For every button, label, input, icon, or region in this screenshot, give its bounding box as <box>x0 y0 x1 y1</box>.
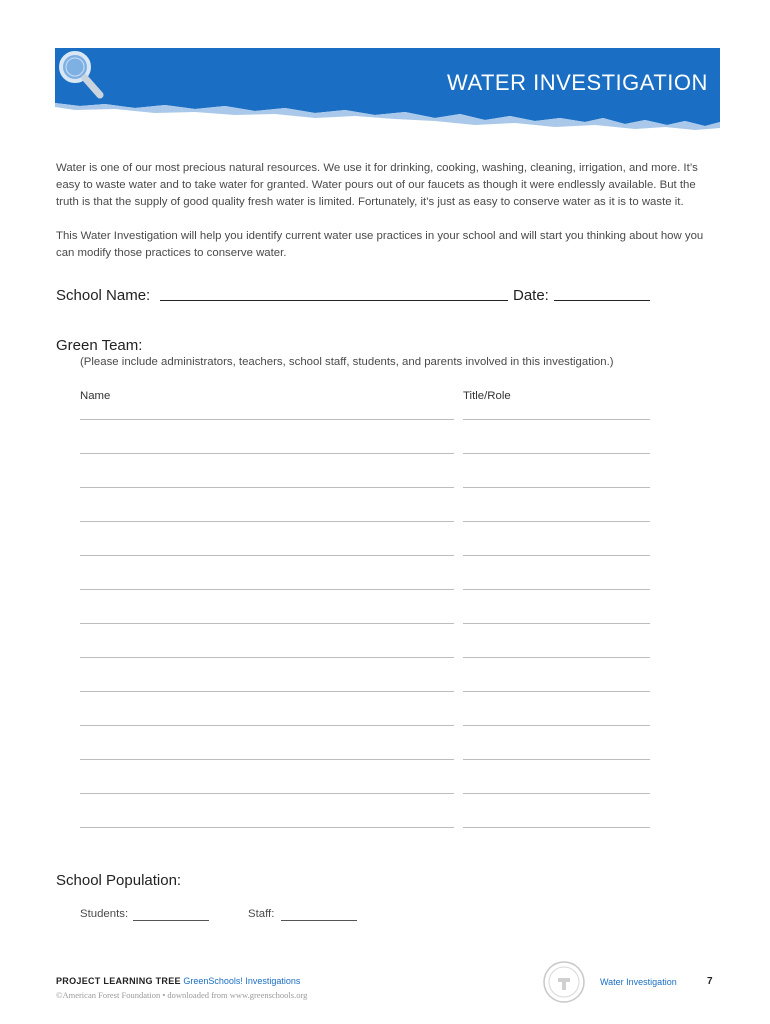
green-team-note: (Please include administrators, teachers, school staff, students, and parents involved in this investigation.) <box>80 356 614 368</box>
page-number: 7 <box>707 976 713 987</box>
footer-copyright: ©American Forest Foundation • downloaded from www.greenschools.org <box>56 990 308 1000</box>
name-line[interactable] <box>80 521 454 522</box>
role-line[interactable] <box>463 487 650 488</box>
name-line[interactable] <box>80 555 454 556</box>
school-population-heading: School Population: <box>56 872 182 889</box>
role-column-header: Title/Role <box>463 390 511 402</box>
role-line[interactable] <box>463 759 650 760</box>
name-line[interactable] <box>80 419 454 420</box>
name-line[interactable] <box>80 725 454 726</box>
staff-label: Staff: <box>248 908 275 920</box>
green-team-heading: Green Team: <box>56 337 143 354</box>
footer-branding <box>56 976 300 986</box>
role-line[interactable] <box>463 827 650 828</box>
name-line[interactable] <box>80 759 454 760</box>
name-column-header: Name <box>80 390 111 402</box>
role-line[interactable] <box>463 623 650 624</box>
role-line[interactable] <box>463 521 650 522</box>
date-label: Date: <box>513 287 549 304</box>
seal-icon <box>542 960 586 1004</box>
name-line[interactable] <box>80 827 454 828</box>
role-line[interactable] <box>463 555 650 556</box>
name-line[interactable] <box>80 487 454 488</box>
name-line[interactable] <box>80 657 454 658</box>
students-label: Students: <box>80 908 129 920</box>
date-field[interactable] <box>554 300 650 301</box>
role-line[interactable] <box>463 793 650 794</box>
intro-paragraph: Water is one of our most precious natural resources. We use it for drinking, cooking, washing, cleaning, irrigation, and more. It’s easy to waste water and to take water for granted. Water pours out of our faucets as though it were endlessly available. But the truth is that the supply of good quality fresh water is limited. Fortunately, it’s just as easy to conserve water as it is to waste it. <box>56 162 698 208</box>
students-field[interactable] <box>133 920 209 921</box>
footer-org: PROJECT LEARNING TREE <box>56 976 181 986</box>
role-line[interactable] <box>463 589 650 590</box>
role-line[interactable] <box>463 691 650 692</box>
name-line[interactable] <box>80 691 454 692</box>
magnifying-glass-icon <box>55 48 105 100</box>
name-line[interactable] <box>80 589 454 590</box>
school-name-label: School Name: <box>56 287 151 304</box>
title-banner <box>55 48 720 128</box>
name-line[interactable] <box>80 623 454 624</box>
role-line[interactable] <box>463 657 650 658</box>
page-title: WATER INVESTIGATION <box>447 70 708 95</box>
name-line[interactable] <box>80 453 454 454</box>
footer-section: Water Investigation <box>600 977 677 987</box>
role-line[interactable] <box>463 419 650 420</box>
intro-paragraph-2: This Water Investigation will help you identify current water use practices in your school and will start you thinking about how you can modify those practices to conserve water. <box>56 230 704 259</box>
school-name-field[interactable] <box>160 300 508 301</box>
footer-series: GreenSchools! Investigations <box>183 976 301 986</box>
name-line[interactable] <box>80 793 454 794</box>
role-line[interactable] <box>463 725 650 726</box>
staff-field[interactable] <box>281 920 357 921</box>
role-line[interactable] <box>463 453 650 454</box>
